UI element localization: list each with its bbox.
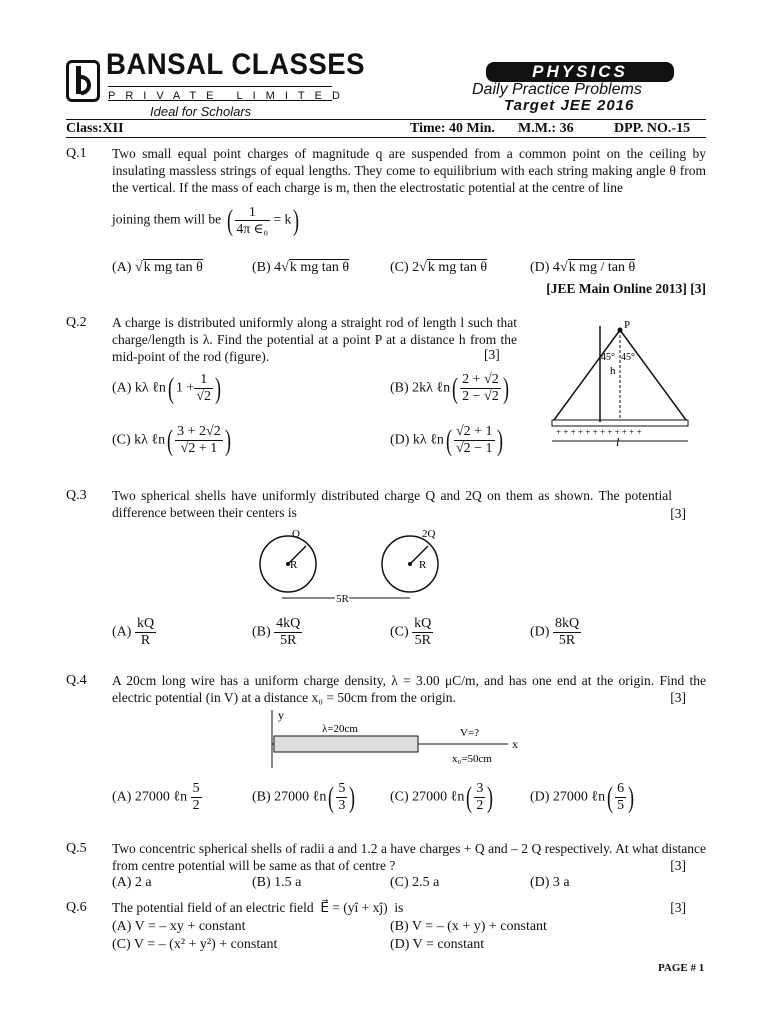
header-rule <box>66 119 706 120</box>
option-c[interactable]: (C) $\frac{kQ}{5R}$ <box>390 616 432 648</box>
question-text: The potential field of an electric field E⃗ = (yî + xĵ) is <box>112 900 404 915</box>
option-b[interactable]: (B) 4√k mg tan θ <box>252 260 350 275</box>
question-source: [JEE Main Online 2013] [3] <box>546 281 706 296</box>
option-c[interactable]: (C) 27000 ℓn( $\frac{3}{2}$ ) <box>390 780 494 814</box>
subject-badge: PHYSICS <box>486 62 674 82</box>
option-d[interactable]: (D) kλ ℓn( $\frac{√2 + 1}{√2 - 1}$ ) <box>390 423 503 457</box>
dpp-number: DPP. NO.-15 <box>614 121 691 136</box>
label-x: x <box>512 737 518 751</box>
class-label: Class:XII <box>66 121 124 136</box>
option-c[interactable]: (C) 2.5 a <box>390 875 440 890</box>
question-number: Q.2 <box>66 315 87 330</box>
string-right <box>620 330 686 420</box>
target-exam: Target JEE 2016 <box>504 97 635 114</box>
field-expression: E⃗ = (yî + xĵ) <box>320 900 388 915</box>
option-b[interactable]: (B) 27000 ℓn( $\frac{5}{3}$ ) <box>252 780 356 814</box>
option-d[interactable]: (D) 27000 ℓn( $\frac{6}{5}$ ) <box>530 780 635 814</box>
question-text: Two small equal point charges of magnitude q are suspended from a common point on the ceiling by insulating massless strings of equal lengths. They come to equilibrium with each string making angle θ from the vertical. If the mass of each charge is m, then the electrostatic potential at the centre of line <box>112 146 706 195</box>
rod-charges: + + + + + + + + + + + + <box>556 427 642 437</box>
option-c[interactable]: (C) 2√k mg tan θ <box>390 260 488 275</box>
label-p: P <box>624 319 631 331</box>
question-marks: [3] <box>670 506 686 521</box>
rod-potential-figure <box>548 318 698 458</box>
constant-definition: joining them will be ( $\frac{1}{\text{4π ∈₀}}$ = k) <box>112 203 300 237</box>
logo-mark-icon <box>69 63 97 99</box>
option-a[interactable]: (A) $\frac{kQ}{R}$ <box>112 616 155 648</box>
label-r: R <box>419 559 427 571</box>
question-text: A charge is distributed uniformly along a straight rod of length l such that charge/length is λ. Find the potential at a point P at a distance h from the mid-point of the rod (figure). <box>112 315 517 364</box>
question-number: Q.1 <box>66 146 87 161</box>
brand-logo <box>66 60 100 102</box>
charged-wire <box>274 736 418 752</box>
label-l: l <box>616 435 620 449</box>
label-x0: x₀=50cm <box>452 753 492 765</box>
option-b[interactable]: (B) 2kλ ℓn( $\frac{2 + √2}{2 - √2}$ ) <box>390 371 509 405</box>
question-text: A 20cm long wire has a uniform charge density, λ = 3.00 μC/m, and has one end at the origin. Find the electric potential (in V) at a distance x₀ = 50cm from the origin. <box>112 673 706 705</box>
question-number: Q.6 <box>66 900 87 915</box>
brand-subtitle: PRIVATE LIMITED <box>108 90 350 102</box>
option-d[interactable]: (D) V = constant <box>390 937 485 952</box>
point-p <box>618 328 623 333</box>
dpp-title: Daily Practice Problems <box>472 81 642 98</box>
label-y: y <box>278 708 284 722</box>
rod <box>552 420 688 426</box>
question-marks: [3] <box>670 690 686 705</box>
option-c[interactable]: (C) kλ ℓn( $\frac{3 + 2√2}{√2 + 1}$ ) <box>112 423 231 457</box>
option-d[interactable]: (D) 4√k mg / tan θ <box>530 260 636 275</box>
time-label: Time: 40 Min. <box>410 121 495 136</box>
angle-right-label: 45° <box>621 352 635 363</box>
angle-left-label: 45° <box>601 352 615 363</box>
question-number: Q.5 <box>66 841 87 856</box>
question-number: Q.3 <box>66 488 87 503</box>
option-d[interactable]: (D) $\frac{8kQ}{5R}$ <box>530 616 580 648</box>
brand-tagline: Ideal for Scholars <box>150 104 252 119</box>
page-number: PAGE # 1 <box>658 962 705 974</box>
spherical-shells-figure <box>248 528 468 608</box>
option-a[interactable]: (A) 2 a <box>112 875 152 890</box>
label-h: h <box>610 365 616 377</box>
question-marks: [3] <box>670 858 686 873</box>
label-2q: 2Q <box>422 528 436 540</box>
option-a[interactable]: (A) √k mg tan θ <box>112 260 203 275</box>
option-b[interactable]: (B) V = – (x + y) + constant <box>390 919 547 934</box>
option-c[interactable]: (C) V = – (x² + y²) + constant <box>112 937 278 952</box>
option-b[interactable]: (B) $\frac{4kQ}{5R}$ <box>252 616 301 648</box>
brand-name: BANSAL CLASSES <box>106 48 365 81</box>
label-lambda: λ=20cm <box>322 723 358 735</box>
charged-wire-figure <box>262 706 532 772</box>
brand-divider <box>108 100 332 101</box>
question-text: Two spherical shells have uniformly distributed charge Q and 2Q on them as shown. The potential difference between their centers is <box>112 488 672 520</box>
label-5r: 5R <box>336 593 349 605</box>
label-v: V=? <box>460 727 480 739</box>
label-r: R <box>290 559 298 571</box>
option-a[interactable]: (A) V = – xy + constant <box>112 919 246 934</box>
option-d[interactable]: (D) 3 a <box>530 875 570 890</box>
header-rule <box>66 137 706 138</box>
option-a[interactable]: (A) kλ ℓn( 1 + $\frac{1}{√2}$ ) <box>112 371 222 405</box>
question-marks: [3] <box>484 347 500 362</box>
label-q: Q <box>292 528 300 540</box>
question-marks: [3] <box>670 900 686 915</box>
brand-divider <box>108 86 332 87</box>
option-a[interactable]: (A) 27000 ℓn $\frac{5}{2}$ <box>112 781 200 813</box>
question-number: Q.4 <box>66 673 87 688</box>
option-b[interactable]: (B) 1.5 a <box>252 875 302 890</box>
question-text: Two concentric spherical shells of radii a and 1.2 a have charges + Q and – 2 Q respectively. At what distance from centre potential will be same as that of centre ? <box>112 841 706 873</box>
marks-label: M.M.: 36 <box>518 121 574 136</box>
